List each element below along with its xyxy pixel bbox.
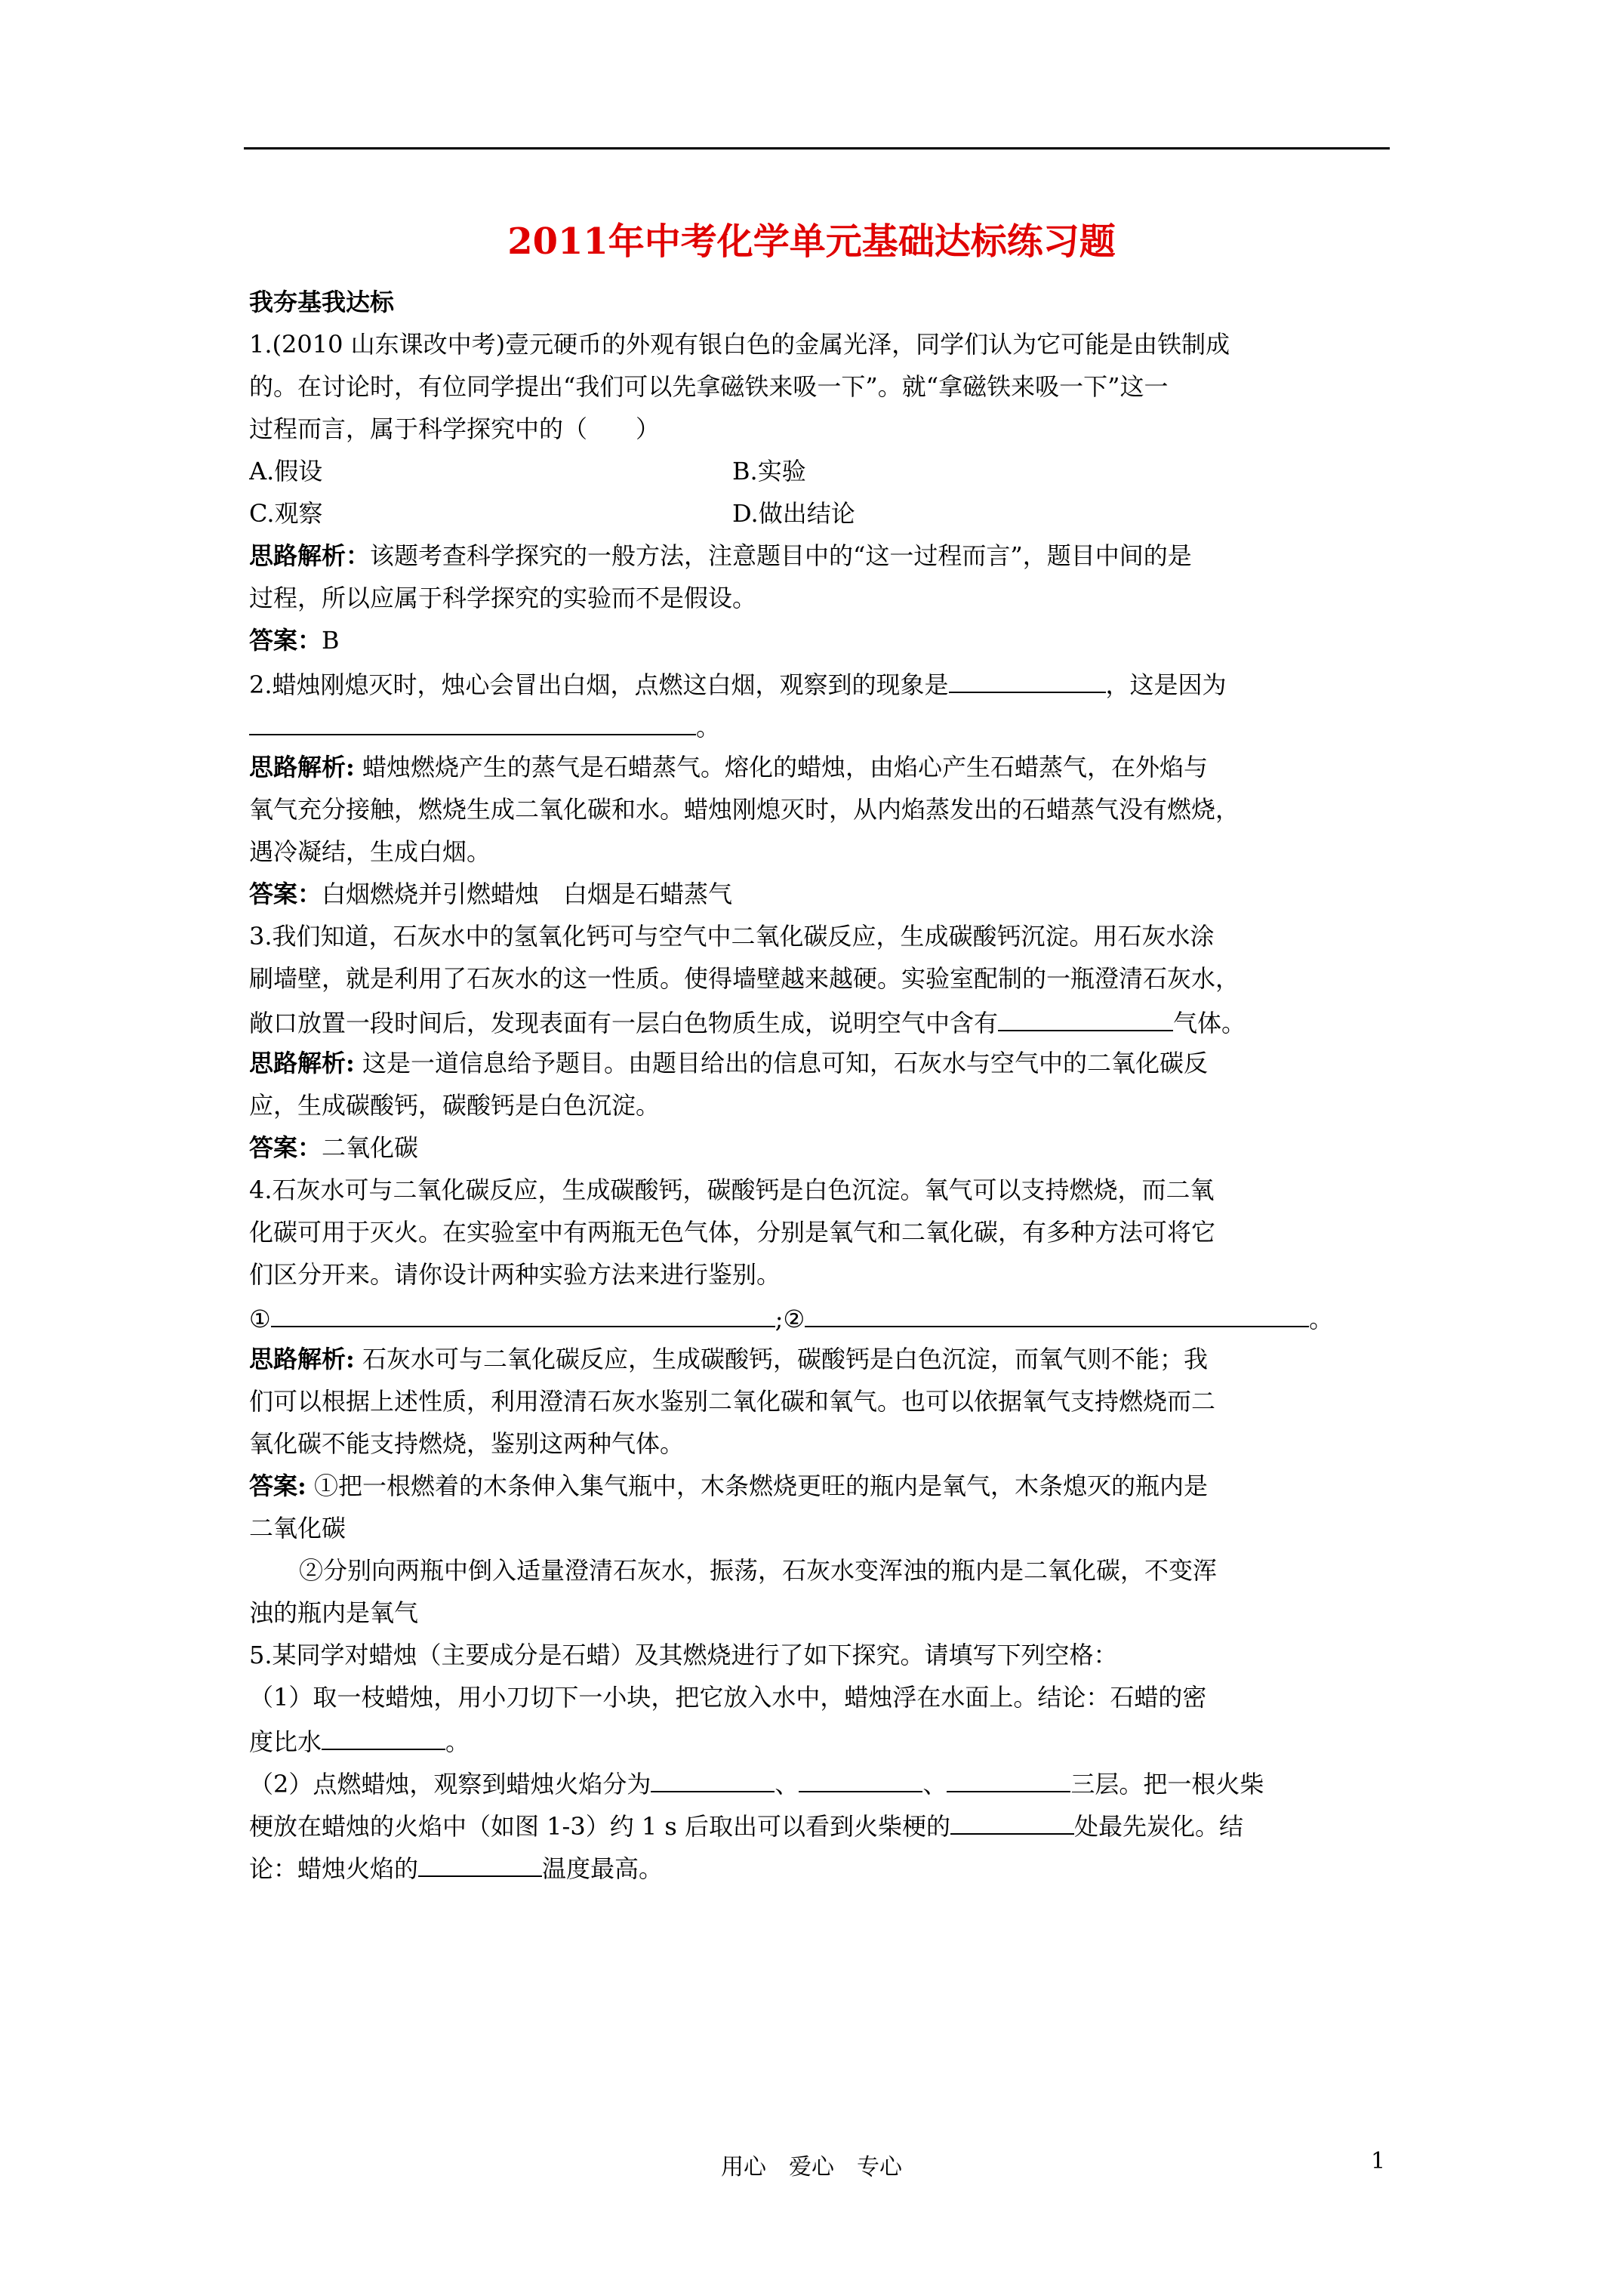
q2-blank-2[interactable] bbox=[249, 704, 696, 735]
q1-option-a: A.假设 bbox=[249, 457, 323, 485]
footer-motto: 用心 爱心 专心 bbox=[721, 2154, 902, 2180]
analysis-label: 思路解析： bbox=[249, 541, 371, 570]
q1-line-2: 的。在讨论时，有位同学提出“我们可以先拿磁铁来吸一下”。就“拿磁铁来吸一下”这一 bbox=[249, 372, 1169, 401]
answer-label: 答案： bbox=[249, 626, 322, 655]
q4-line-2: 化碳可用于灭火。在实验室中有两瓶无色气体，分别是氧气和二氧化碳，有多种方法可将它 bbox=[249, 1218, 1216, 1247]
document-body bbox=[249, 281, 1390, 1888]
q4-analysis-text: 石灰水可与二氧化碳反应，生成碳酸钙，碳酸钙是白色沉淀，而氧气则不能；我 bbox=[354, 1345, 1209, 1373]
page-title: 2011年中考化学单元基础达标练习题 bbox=[507, 220, 1116, 263]
q4-end: 。 bbox=[1309, 1305, 1334, 1333]
q4-answer-line-4: 浊的瓶内是氧气 bbox=[249, 1598, 419, 1627]
q4-analysis-line-1 bbox=[249, 1338, 1390, 1380]
q3-answer-text: 二氧化碳 bbox=[322, 1133, 419, 1162]
q1-line-3: 过程而言，属于科学探究中的（ ） bbox=[249, 415, 661, 443]
q5-text: （2）点燃蜡烛，观察到蜡烛火焰分为 bbox=[249, 1770, 651, 1798]
q5-blank-hottest[interactable] bbox=[418, 1845, 542, 1877]
q2-line-1 bbox=[249, 661, 1390, 704]
answer-label: 答案： bbox=[249, 880, 322, 908]
q5-part2-line-1 bbox=[249, 1761, 1390, 1803]
q4-answer-line-3: ②分别向两瓶中倒入适量澄清石灰水，振荡，石灰水变浑浊的瓶内是二氧化碳，不变浑 bbox=[299, 1556, 1218, 1585]
q1-option-b: B.实验 bbox=[732, 457, 806, 485]
q5-blank-layer-1[interactable] bbox=[651, 1761, 775, 1792]
q3-text-1: 敞口放置一段时间后，发现表面有一层白色物质生成，说明空气中含有 bbox=[249, 1009, 999, 1037]
q1-analysis-text: 该题考查科学探究的一般方法，注意题目中的“这一过程而言”，题目中间的是 bbox=[370, 541, 1192, 570]
q5-text: 梗放在蜡烛的火焰中（如图 1-3）约 1 s 后取出可以看到火柴梗的 bbox=[249, 1812, 951, 1841]
q4-blank-1[interactable] bbox=[271, 1296, 775, 1327]
section-heading: 我夯基我达标 bbox=[249, 288, 395, 316]
q2-analysis-text: 蜡烛燃烧产生的蒸气是石蜡蒸气。熔化的蜡烛，由焰心产生石蜡蒸气，在外焰与 bbox=[354, 753, 1209, 781]
q4-blanks-line bbox=[249, 1296, 1390, 1338]
q3-answer bbox=[249, 1126, 1390, 1169]
q3-line-3 bbox=[249, 1000, 1390, 1042]
q2-analysis-line-3: 遇冷凝结，生成白烟。 bbox=[249, 837, 491, 866]
analysis-label: 思路解析: bbox=[249, 1049, 355, 1077]
q5-blank-char[interactable] bbox=[950, 1803, 1074, 1835]
q5-part2-line-3 bbox=[249, 1845, 1390, 1888]
q3-line-2: 刷墙壁，就是利用了石灰水的这一性质。使得墙壁越来越硬。实验室配制的一瓶澄清石灰水， bbox=[249, 964, 1240, 993]
q5-text: 度比水 bbox=[249, 1727, 322, 1756]
answer-label: 答案： bbox=[249, 1133, 322, 1162]
answer-label: 答案: bbox=[249, 1472, 306, 1500]
q1-options-cd bbox=[249, 492, 1390, 535]
page-number: 1 bbox=[1371, 2148, 1386, 2174]
q5-text: 温度最高。 bbox=[542, 1854, 664, 1883]
q2-analysis-line-2: 氧气充分接触，燃烧生成二氧化碳和水。蜡烛刚熄灭时，从内焰蒸发出的石蜡蒸气没有燃烧， bbox=[249, 795, 1240, 824]
q2-text-2: ，这是因为 bbox=[1105, 670, 1227, 699]
q3-line-1: 3.我们知道，石灰水中的氢氧化钙可与空气中二氧化碳反应，生成碳酸钙沉淀。用石灰水涂 bbox=[249, 922, 1215, 951]
q5-text: 处最先炭化。结 bbox=[1074, 1812, 1244, 1841]
q3-analysis-line-1 bbox=[249, 1042, 1390, 1084]
q2-answer-text: 白烟燃烧并引燃蜡烛 白烟是石蜡蒸气 bbox=[322, 880, 733, 908]
q3-analysis-line-2: 应，生成碳酸钙，碳酸钙是白色沉淀。 bbox=[249, 1091, 661, 1120]
q5-blank-density[interactable] bbox=[322, 1718, 445, 1750]
q4-analysis-line-2: 们可以根据上述性质，利用澄清石灰水鉴别二氧化碳和氧气。也可以依据氧气支持燃烧而二 bbox=[249, 1387, 1216, 1416]
q2-end: 。 bbox=[696, 713, 721, 741]
q4-answer-line-2: 二氧化碳 bbox=[249, 1514, 346, 1542]
q1-option-c: C.观察 bbox=[249, 499, 323, 528]
q4-circle-2: ;② bbox=[775, 1305, 805, 1333]
q2-blank-1[interactable] bbox=[949, 661, 1106, 693]
q4-circle-1: ① bbox=[249, 1305, 271, 1333]
q1-answer bbox=[249, 619, 1390, 661]
q2-answer bbox=[249, 873, 1390, 915]
q4-answer-line-1 bbox=[249, 1465, 1390, 1507]
q1-line-1: 1.(2010 山东课改中考)壹元硬币的外观有银白色的金属光泽，同学们认为它可能是由铁制成 bbox=[249, 330, 1230, 359]
q5-text-end: 。 bbox=[445, 1727, 470, 1756]
q5-text: 三层。把一根火柴 bbox=[1070, 1770, 1264, 1798]
analysis-label: 思路解析: bbox=[249, 1345, 355, 1373]
q4-line-1: 4.石灰水可与二氧化碳反应，生成碳酸钙，碳酸钙是白色沉淀。氧气可以支持燃烧，而二氧 bbox=[249, 1176, 1215, 1204]
q5-blank-layer-2[interactable] bbox=[799, 1761, 922, 1792]
separator: 、 bbox=[775, 1770, 799, 1798]
q1-option-d: D.做出结论 bbox=[732, 499, 855, 528]
q5-part2-line-2 bbox=[249, 1803, 1390, 1845]
q5-line-1: 5.某同学对蜡烛（主要成分是石蜡）及其燃烧进行了如下探究。请填写下列空格： bbox=[249, 1641, 1118, 1669]
q5-blank-layer-3[interactable] bbox=[947, 1761, 1070, 1792]
q2-analysis-line-1 bbox=[249, 746, 1390, 788]
q3-analysis-text: 这是一道信息给予题目。由题目给出的信息可知，石灰水与空气中的二氧化碳反 bbox=[354, 1049, 1209, 1077]
q1-options-ab bbox=[249, 450, 1390, 492]
q5-part1-line-2 bbox=[249, 1718, 1390, 1761]
q2-line-2 bbox=[249, 704, 1390, 746]
q5-text: 论：蜡烛火焰的 bbox=[249, 1854, 419, 1883]
q3-text-2: 气体。 bbox=[1173, 1009, 1246, 1037]
analysis-label: 思路解析: bbox=[249, 753, 355, 781]
header-rule bbox=[244, 147, 1390, 149]
q2-text-1: 2.蜡烛刚熄灭时，烛心会冒出白烟，点燃这白烟，观察到的现象是 bbox=[249, 670, 949, 699]
q4-answer-text: ①把一根燃着的木条伸入集气瓶中，木条燃烧更旺的瓶内是氧气，木条熄灭的瓶内是 bbox=[306, 1472, 1209, 1500]
q1-answer-text: B bbox=[322, 626, 340, 655]
q5-part1-line-1: （1）取一枝蜡烛，用小刀切下一小块，把它放入水中，蜡烛浮在水面上。结论：石蜡的密 bbox=[249, 1683, 1207, 1712]
q4-blank-2[interactable] bbox=[805, 1296, 1309, 1327]
q1-analysis-line-1 bbox=[249, 535, 1390, 577]
q4-line-3: 们区分开来。请你设计两种实验方法来进行鉴别。 bbox=[249, 1260, 781, 1289]
separator: 、 bbox=[922, 1770, 947, 1798]
q4-analysis-line-3: 氧化碳不能支持燃烧，鉴别这两种气体。 bbox=[249, 1429, 685, 1458]
q3-blank[interactable] bbox=[998, 1000, 1173, 1031]
q1-analysis-line-2: 过程，所以应属于科学探究的实验而不是假设。 bbox=[249, 584, 757, 612]
